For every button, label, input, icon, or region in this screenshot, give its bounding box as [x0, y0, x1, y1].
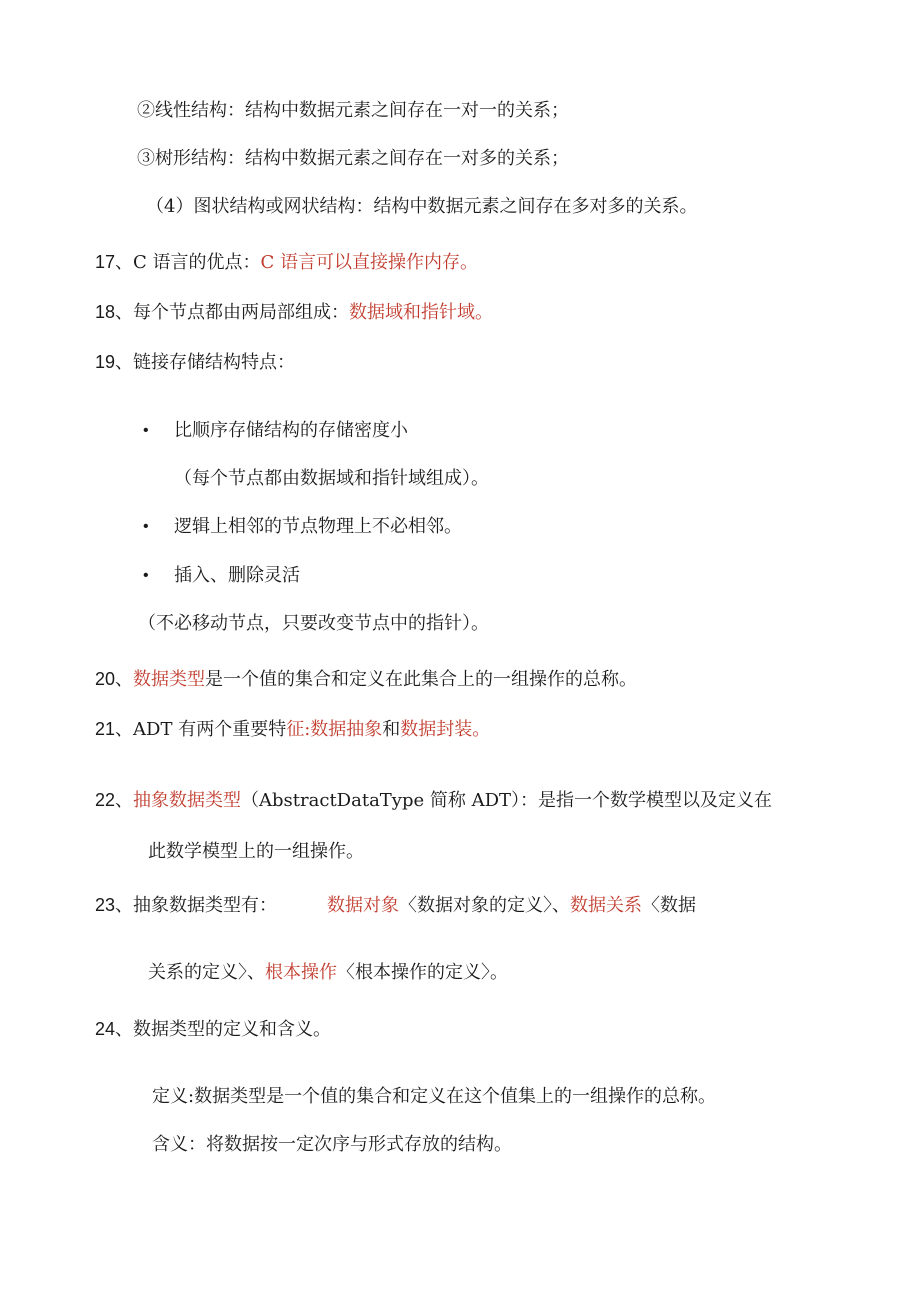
item-number: 23、 — [95, 895, 134, 915]
line-text: 定义:数据类型是一个值的集合和定义在这个值集上的一组操作的总称。 — [152, 1086, 717, 1107]
bullet-icon: • — [143, 422, 149, 439]
item-number: 21、 — [95, 719, 134, 739]
item-text: 〈数据对象的定义〉、 — [399, 895, 571, 916]
item-23-continued — [148, 961, 508, 985]
list-item-linear-structure — [137, 99, 569, 123]
line-text: 插入、删除灵活 — [174, 565, 300, 586]
bullet-item-flexible — [174, 564, 300, 588]
item-highlight: 数据 — [400, 719, 437, 740]
item-text: （AbstractDataType 简称 ADT）：是指一个数学模型以及定义在 — [241, 790, 773, 811]
item-number: 20、 — [95, 669, 134, 689]
bullet-item-density-note — [174, 467, 489, 491]
item-text: 〈根本操作的定义〉。 — [337, 962, 508, 983]
item-text: 链接存储结构特点： — [133, 352, 296, 373]
item-text: 是一个值的集合和定义在此集合上的一组操作的总称。 — [205, 669, 638, 690]
item-highlight: 征:数据抽象 — [286, 719, 383, 740]
line-text: 此数学模型上的一组操作。 — [148, 841, 364, 862]
item-text: 抽象数据类型有： — [133, 895, 278, 916]
item-number: 22、 — [95, 790, 134, 810]
line-text: 比顺序存储结构的存储密度小 — [174, 420, 408, 441]
item-highlight: 根本操作 — [265, 962, 337, 983]
item-number: 18、 — [95, 302, 134, 322]
item-text: 和 — [382, 719, 401, 740]
item-text: 每个节点都由两局部组成： — [133, 302, 350, 323]
item-19 — [95, 350, 295, 375]
line-text: 逻辑上相邻的节点物理上不必相邻。 — [174, 516, 462, 537]
item-highlight: 数据域和指针域。 — [349, 302, 494, 323]
item-text: 〈数据 — [642, 895, 697, 916]
item-20 — [95, 667, 637, 692]
item-number: 17、 — [95, 252, 134, 272]
item-highlight: C 语言可以直接操作内存。 — [260, 252, 479, 273]
item-text: 数据类型的定义和含义。 — [133, 1019, 332, 1040]
item-24 — [95, 1017, 331, 1042]
meaning-line — [152, 1133, 512, 1157]
item-highlight: 抽象数据类型 — [133, 790, 242, 811]
item-18 — [95, 300, 493, 325]
item-highlight: 封装。 — [436, 719, 491, 740]
item-text: 关系的定义〉、 — [148, 962, 265, 983]
line-text: ②线性结构：结构中数据元素之间存在一对一的关系； — [137, 100, 569, 121]
item-number: 24、 — [95, 1019, 134, 1039]
bullet-item-density — [174, 419, 408, 443]
line-text: ③树形结构：结构中数据元素之间存在一对多的关系； — [137, 148, 569, 169]
item-highlight: 数据类型 — [133, 669, 206, 690]
line-text: （4）图状结构或网状结构：结构中数据元素之间存在多对多的关系。 — [146, 196, 698, 217]
bullet-item-flexible-note — [138, 612, 489, 636]
item-21 — [95, 717, 490, 742]
bullet-icon: • — [143, 518, 149, 535]
line-text: 含义：将数据按一定次序与形式存放的结构。 — [152, 1134, 512, 1155]
list-item-tree-structure — [137, 147, 569, 171]
definition-line — [152, 1085, 716, 1109]
line-text: （不必移动节点，只要改变节点中的指针）。 — [138, 613, 489, 634]
item-23 — [95, 893, 696, 918]
item-22 — [95, 788, 772, 813]
bullet-item-adjacency — [174, 515, 462, 539]
list-item-graph-structure — [146, 195, 697, 219]
item-22-continued — [148, 840, 364, 864]
item-text: C 语言的优点： — [133, 252, 261, 273]
item-text: ADT 有两个重要特 — [133, 719, 287, 740]
item-17 — [95, 250, 478, 275]
item-number: 19、 — [95, 352, 134, 372]
item-highlight: 数据关系 — [570, 895, 643, 916]
bullet-icon: • — [143, 567, 149, 584]
item-highlight: 数据对象 — [327, 895, 400, 916]
line-text: （每个节点都由数据域和指针域组成）。 — [174, 468, 489, 489]
